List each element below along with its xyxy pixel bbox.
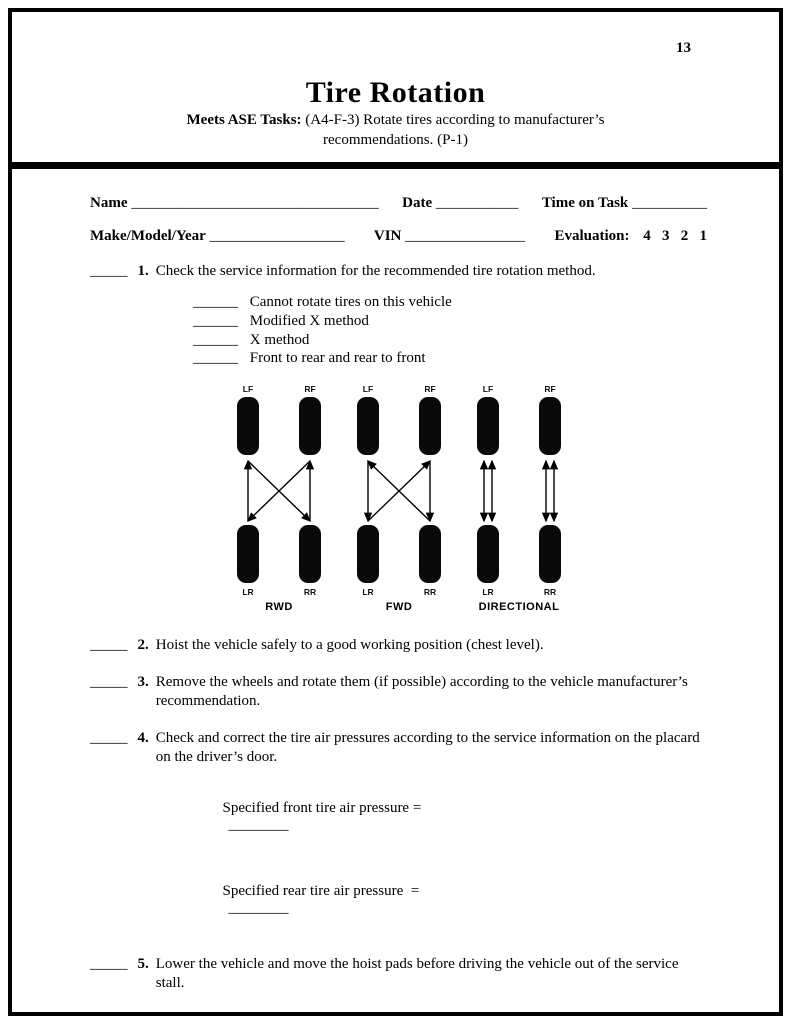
tire-label-lf: LF [362,384,373,394]
date-label: Date [402,194,433,211]
rotation-option-4 [193,349,707,368]
page-number: 13 [676,40,691,56]
task-item-1 [90,262,707,282]
diagram-caption-fwd: FWD [385,601,412,613]
task-4-number: 4. [137,729,149,746]
page-border-frame [8,8,783,1016]
tire-label-rf: RF [423,384,436,394]
tire-icon [477,397,499,455]
time-on-task-label: Time on Task [541,194,629,211]
task-3-blank: _____ [90,673,128,690]
option-3-label: X method [249,331,310,348]
tire-icon [299,397,321,455]
option-4-label: Front to rear and rear to front [249,350,426,367]
task-4-blank: _____ [90,729,128,746]
tire-label-rf: RF [303,384,316,394]
option-4-blank: ______ [193,350,238,367]
option-1-blank: ______ [193,294,238,310]
tire-label-lr: LR [241,587,254,597]
worksheet-content [12,195,779,994]
task-1-text: Check the service information for the recommended tire rotation method. [155,262,596,279]
tire-label-rr: RR [303,587,316,597]
tire-label-lr: LR [361,587,374,597]
divider-rule [12,162,779,169]
diagram-caption-rwd: RWD [264,601,293,613]
tire-icon [357,397,379,455]
ase-task-label: Meets ASE Tasks: [186,112,302,128]
directional-diagram [477,384,561,613]
name-field [90,195,379,212]
evaluation-label: Evaluation: [554,227,630,244]
tire-rotation-diagram-wrap [90,382,707,619]
tire-icon [299,525,321,583]
option-2-blank: ______ [193,312,238,329]
rear-pressure-label: Specified rear tire air pressure = [222,882,420,899]
tire-label-lf: LF [242,384,253,394]
front-pressure-label: Specified front tire air pressure = [222,799,422,816]
page-title: Tire Rotation [305,76,486,109]
ase-task-line1 [12,110,779,130]
task-2-text: Hoist the vehicle safely to a good working position (chest level). [155,637,544,653]
name-blank: _________________________________ [131,194,379,211]
rotation-option-1 [193,293,707,312]
rwd-diagram [237,384,321,613]
option-2-label: Modified X method [249,312,369,329]
rotation-option-2 [193,312,707,331]
task-3-number: 3. [137,673,149,690]
front-pressure-line [185,783,707,851]
time-on-task-field [542,195,707,212]
tire-label-rr: RR [543,587,556,597]
task-1-blank: _____ [90,262,128,279]
tire-label-lf: LF [482,384,493,394]
vin-field [374,228,525,245]
tire-icon [419,397,441,455]
rear-pressure-line [185,866,707,934]
tire-label-rf: RF [543,384,556,394]
option-1-label: Cannot rotate tires on this vehicle [249,294,452,310]
make-model-year-field [90,228,345,245]
task-5-text: Lower the vehicle and move the hoist pads before driving the vehicle out of the service stall. [155,955,679,991]
tire-icon [539,525,561,583]
vin-blank: ________________ [405,227,526,244]
task-item-5 [90,955,707,994]
vin-label: VIN [373,227,402,244]
task-2-number: 2. [137,637,149,653]
make-model-year-label: Make/Model/Year [90,227,206,244]
fwd-diagram [357,384,441,613]
name-date-row [90,195,707,212]
date-blank: ___________ [435,194,519,211]
page-header [12,76,779,151]
name-label: Name [90,194,128,211]
tire-icon [419,525,441,583]
task-5-number: 5. [137,955,149,972]
tire-icon [357,525,379,583]
tire-label-lr: LR [481,587,494,597]
tire-icon [237,525,259,583]
tire-icon [539,397,561,455]
option-3-blank: ______ [193,331,238,348]
task-3-text: Remove the wheels and rotate them (if possible) according to the vehicle manufacturer’s recommendation. [155,673,688,709]
evaluation-scale: 4 3 2 1 [643,227,707,244]
vehicle-row [90,228,707,245]
diagram-caption-directional: DIRECTIONAL [478,601,559,613]
evaluation-field [554,228,707,245]
task-1-number: 1. [137,262,149,279]
time-on-task-blank: __________ [632,194,707,211]
task-item-4 [90,729,707,768]
tire-label-rr: RR [423,587,436,597]
ase-task-line2: recommendations. (P-1) [323,132,468,149]
ase-task-text: (A4-F-3) Rotate tires according to manufacturer’s [305,112,605,128]
task-5-blank: _____ [90,955,128,972]
task-item-2 [90,636,707,656]
task-2-blank: _____ [90,637,128,653]
rear-pressure-blank: ________ [228,899,289,916]
rotation-method-options [193,293,707,368]
tire-rotation-diagram [234,382,564,614]
front-pressure-blank: ________ [228,816,289,833]
rotation-option-3 [193,331,707,350]
tire-icon [477,525,499,583]
task-item-3 [90,673,707,712]
task-4-text: Check and correct the tire air pressures according to the service information on the placard on the driver’s door. [155,729,700,765]
tire-pressure-fields [185,783,707,934]
make-model-year-blank: __________________ [209,227,345,244]
tire-icon [237,397,259,455]
date-field [402,195,518,212]
